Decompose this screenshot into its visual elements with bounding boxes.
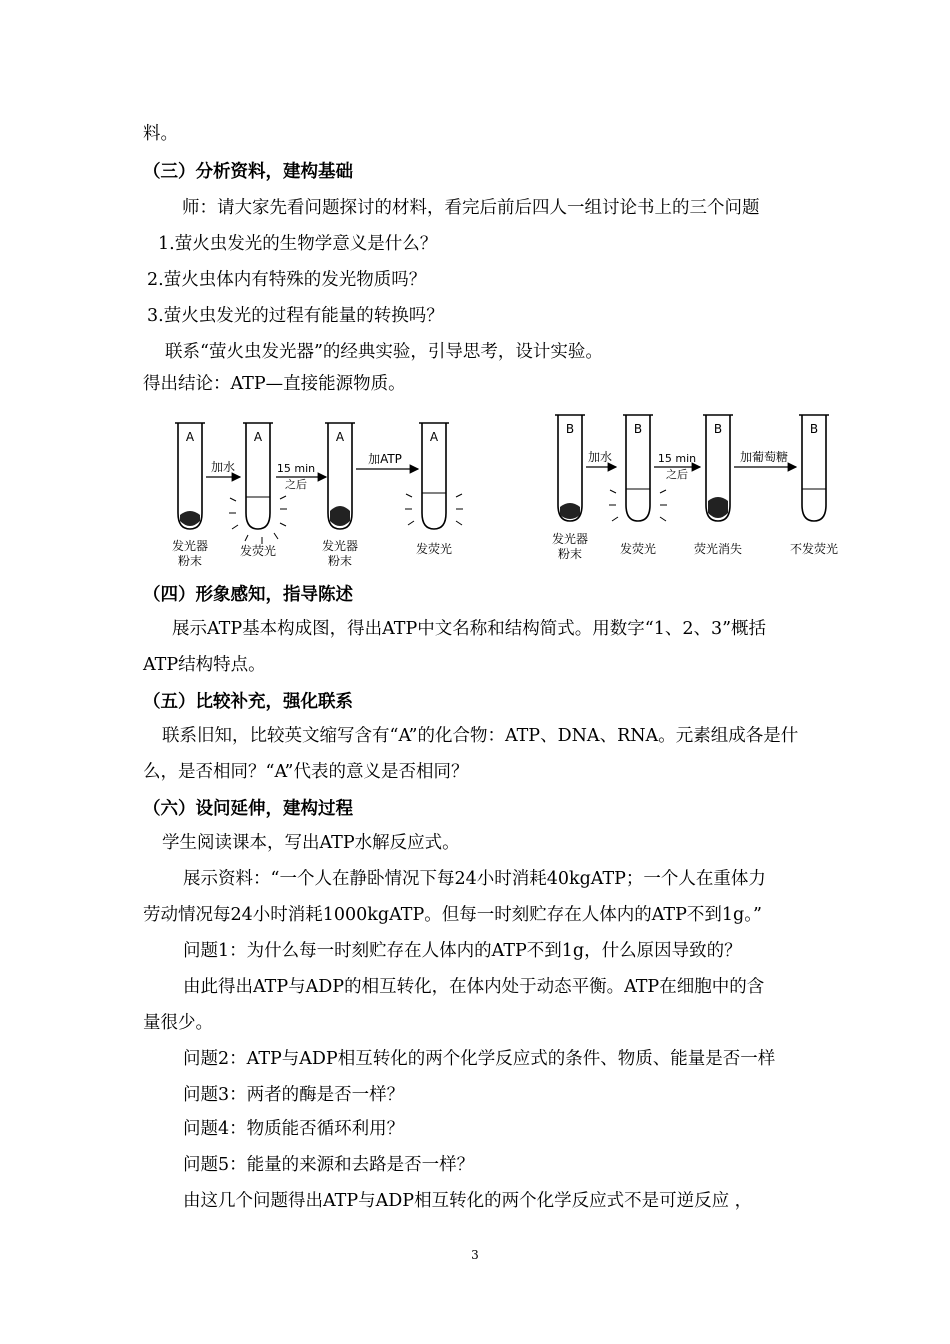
text-line-20: 由此得出ATP与ADP的相互转化，在体内处于动态平衡。ATP在细胞中的含 [183, 977, 765, 997]
caption-no-glow: 不发荧光 [789, 542, 839, 556]
text-line-18: 劳动情况每24小时消耗1000kgATP。但每一时刻贮存在人体内的ATP不到1g。” [143, 905, 762, 925]
text-line-7: 联系“萤火虫发光器”的经典实验，引导思考，设计实验。 [165, 342, 603, 362]
text-line-14: 么，是否相同？“A”代表的意义是否相同？ [143, 762, 469, 782]
text-line-1: 料。 [143, 124, 178, 144]
text-line-23: 问题3：两者的酶是否一样？ [183, 1085, 405, 1105]
text-line-21: 量很少。 [143, 1013, 213, 1033]
question-1: 1.萤火虫发光的生物学意义是什么？ [158, 234, 438, 254]
label-add-water-b: 加水 [587, 450, 613, 464]
text-line-26: 由这几个问题得出ATP与ADP相互转化的两个化学反应式不是可逆反应 ， [183, 1191, 753, 1211]
caption-powder-a3-2: 粉末 [327, 554, 353, 568]
question-2: 2.萤火虫体内有特殊的发光物质吗？ [147, 270, 427, 290]
tube-label-b4: B [809, 422, 819, 436]
text-line-10: 展示ATP基本构成图，得出ATP中文名称和结构简式。用数字“1、2、3”概括 [172, 619, 767, 639]
label-add-water-a: 加水 [210, 460, 236, 474]
label-add-glucose: 加葡萄糖 [739, 450, 789, 464]
label-add-atp: 加ATP [368, 452, 402, 466]
text-line-8: 得出结论：ATP—直接能源物质。 [143, 374, 406, 394]
text-line-17: 展示资料：“一个人在静卧情况下每24小时消耗40kgATP；一个人在重体力 [183, 869, 766, 889]
tube-label-b3: B [713, 422, 723, 436]
tube-label-b1: B [565, 422, 575, 436]
label-wait-a-1: 15 min [276, 462, 316, 475]
text-line-22: 问题2：ATP与ADP相互转化的两个化学反应式的条件、物质、能量是否一样 [183, 1049, 776, 1069]
tube-label-a3: A [335, 430, 345, 444]
tube-label-a4: A [429, 430, 439, 444]
caption-glow-b: 发荧光 [619, 542, 657, 556]
caption-powder-a-1: 发光器 [171, 539, 209, 553]
question-3: 3.萤火虫发光的过程有能量的转换吗？ [147, 306, 444, 326]
text-line-16: 学生阅读课本，写出ATP水解反应式。 [162, 833, 460, 853]
tube-label-a1: A [185, 430, 195, 444]
text-line-24: 问题4：物质能否循环利用？ [183, 1119, 405, 1139]
caption-powder-a-2: 粉末 [177, 554, 203, 568]
tube-label-b2: B [633, 422, 643, 436]
text-line-11: ATP结构特点。 [143, 655, 266, 675]
section-heading-4: （四）形象感知，指导陈述 [143, 585, 353, 605]
label-wait-b-1: 15 min [657, 452, 697, 465]
tube-label-a2: A [253, 430, 263, 444]
caption-powder-b-2: 粉末 [557, 547, 583, 561]
text-line-25: 问题5：能量的来源和去路是否一样？ [183, 1155, 475, 1175]
text-line-19: 问题1：为什么每一时刻贮存在人体内的ATP不到1g，什么原因导致的？ [183, 941, 742, 961]
caption-glow-gone: 荧光消失 [693, 542, 743, 556]
section-heading-3: （三）分析资料，建构基础 [143, 162, 353, 182]
section-heading-5: （五）比较补充，强化联系 [143, 692, 353, 712]
caption-glow-a1: 发荧光 [239, 544, 277, 558]
text-line-3: 师：请大家先看问题探讨的材料，看完后前后四人一组讨论书上的三个问题 [182, 198, 760, 218]
text-line-13: 联系旧知，比较英文缩写含有“A”的化合物：ATP、DNA、RNA。元素组成各是什 [162, 726, 799, 746]
caption-glow-a2: 发荧光 [415, 542, 453, 556]
section-heading-6: （六）设问延伸，建构过程 [143, 799, 353, 819]
label-wait-b-2: 之后 [666, 468, 688, 481]
firefly-experiment-figure [150, 405, 850, 580]
label-wait-a-2: 之后 [285, 478, 307, 491]
page-number: 3 [471, 1248, 479, 1262]
caption-powder-a3-1: 发光器 [321, 539, 359, 553]
caption-powder-b-1: 发光器 [551, 532, 589, 546]
